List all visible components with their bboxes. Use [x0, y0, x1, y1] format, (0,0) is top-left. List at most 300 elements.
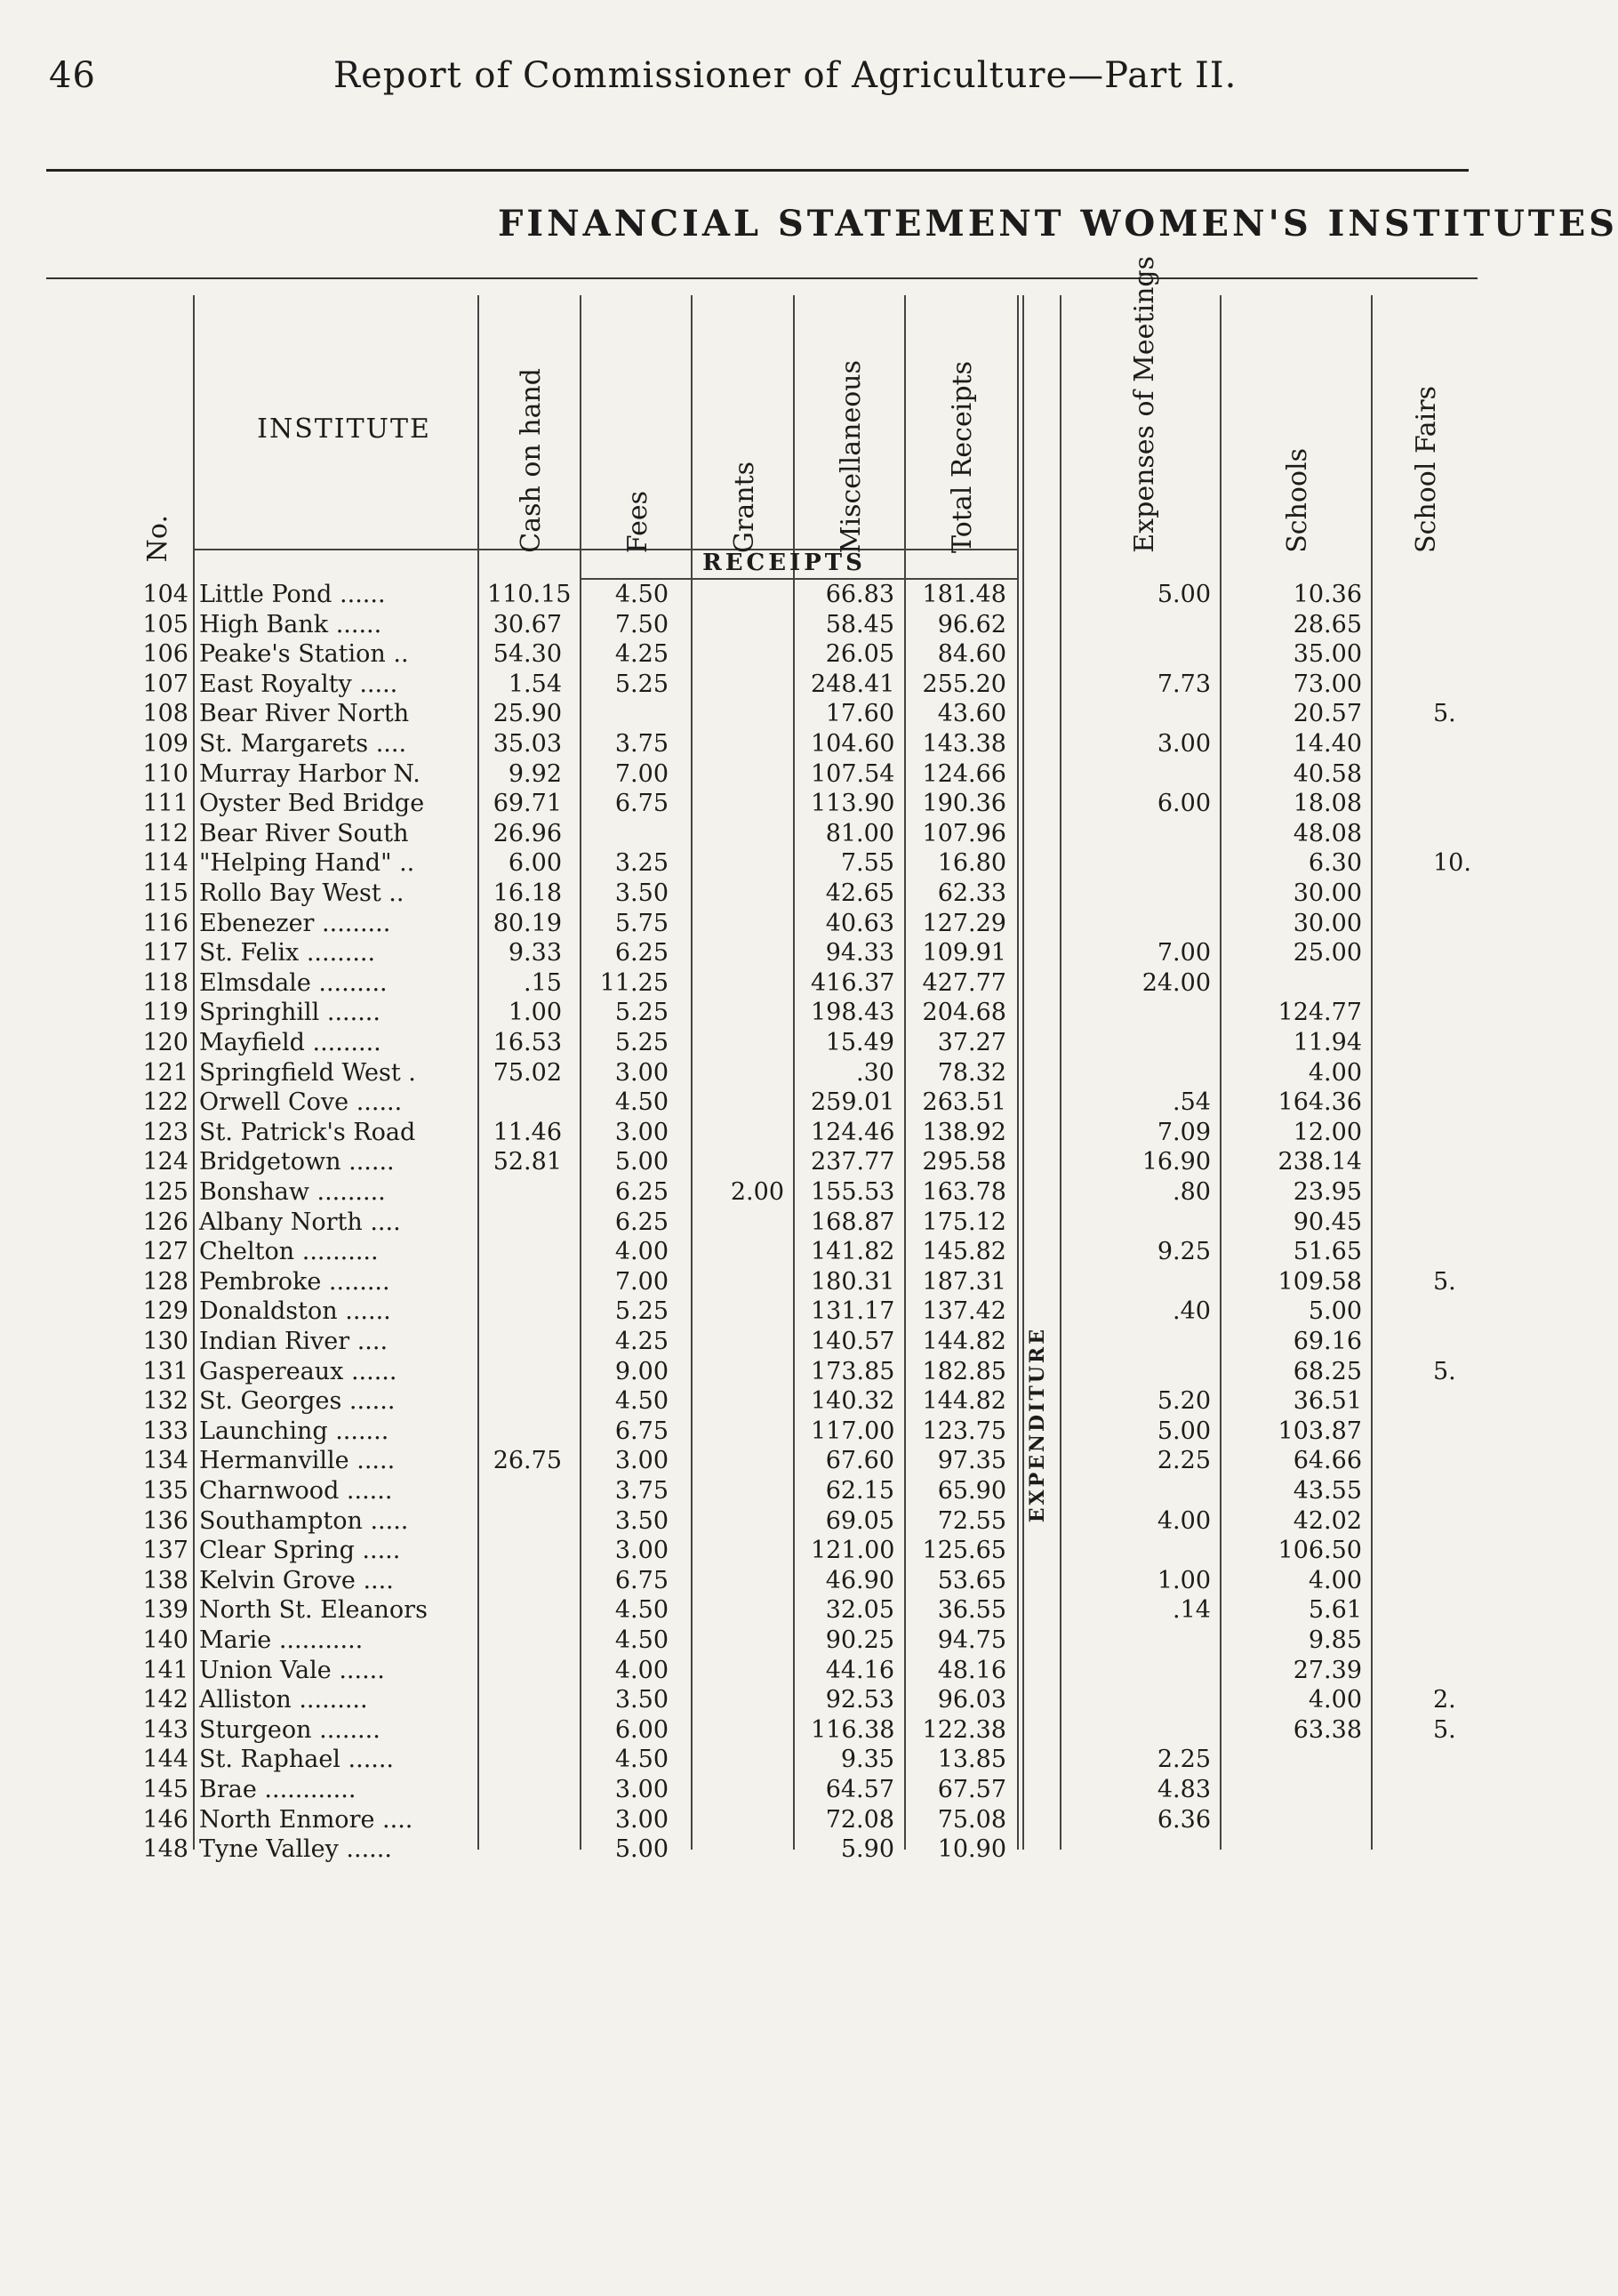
- cash-on-hand-cell: 54.30: [493, 640, 562, 669]
- fees-cell: 7.50: [614, 610, 669, 638]
- row-number-cell: 137: [142, 1537, 188, 1565]
- table-row: [46, 1327, 1478, 1356]
- row-number-cell: 141: [142, 1656, 188, 1684]
- institute-name-cell: High Bank ......: [199, 610, 382, 638]
- fees-cell: 4.25: [614, 1328, 669, 1355]
- institute-name-cell: Oyster Bed Bridge: [199, 790, 425, 818]
- institute-name-cell: North St. Eleanors: [199, 1596, 428, 1625]
- miscellaneous-cell: 5.90: [840, 1835, 894, 1864]
- fees-cell: 9.00: [614, 1357, 669, 1385]
- expenses-of-meetings-cell: .54: [1173, 1088, 1211, 1117]
- cash-on-hand-cell: 16.18: [493, 879, 562, 907]
- fees-cell: 3.50: [614, 879, 669, 907]
- table-row: [46, 1566, 1478, 1595]
- row-number-cell: 123: [142, 1118, 188, 1146]
- total-receipts-cell: 295.58: [922, 1148, 1006, 1176]
- table-row: [46, 1446, 1478, 1475]
- row-number-cell: 124: [142, 1148, 188, 1176]
- miscellaneous-cell: 180.31: [811, 1267, 895, 1296]
- fees-cell: 6.25: [614, 1208, 669, 1236]
- row-number-cell: 144: [142, 1746, 188, 1774]
- header-grants: Grants: [728, 462, 760, 553]
- row-number-cell: 117: [142, 939, 188, 967]
- total-receipts-cell: 37.27: [937, 1029, 1006, 1056]
- fees-cell: 4.50: [614, 1626, 669, 1654]
- fees-cell: 4.00: [614, 1238, 669, 1266]
- total-receipts-cell: 109.91: [922, 939, 1006, 967]
- row-number-cell: 134: [142, 1447, 188, 1475]
- table-row: [46, 1147, 1478, 1176]
- table-row: [46, 1237, 1478, 1266]
- total-receipts-cell: 75.08: [937, 1805, 1006, 1834]
- row-number-cell: 139: [142, 1596, 188, 1625]
- miscellaneous-cell: 64.57: [825, 1776, 894, 1803]
- institute-name-cell: Orwell Cove ......: [199, 1088, 403, 1117]
- expenses-of-meetings-cell: 6.36: [1157, 1805, 1211, 1834]
- table-row: [46, 1834, 1478, 1864]
- schools-cell: 51.65: [1293, 1238, 1362, 1266]
- table-row: [46, 1506, 1478, 1536]
- total-receipts-cell: 65.90: [937, 1477, 1006, 1505]
- row-number-cell: 111: [142, 790, 188, 818]
- header-fees: Fees: [621, 490, 653, 553]
- schools-cell: 9.85: [1308, 1626, 1362, 1654]
- institute-name-cell: St. Patrick's Road: [199, 1118, 416, 1146]
- row-number-cell: 110: [142, 759, 188, 788]
- fees-cell: 11.25: [599, 968, 669, 997]
- row-number-cell: 116: [142, 909, 188, 937]
- total-receipts-cell: 175.12: [922, 1208, 1006, 1236]
- total-receipts-cell: 144.82: [922, 1387, 1006, 1416]
- row-number-cell: 133: [142, 1417, 188, 1445]
- miscellaneous-cell: 46.90: [825, 1566, 894, 1594]
- school-fairs-cell: 10.: [1433, 849, 1471, 878]
- miscellaneous-cell: 90.25: [825, 1626, 894, 1654]
- total-receipts-cell: 43.60: [937, 700, 1006, 728]
- total-receipts-cell: 48.16: [937, 1656, 1006, 1684]
- schools-cell: 68.25: [1293, 1357, 1362, 1385]
- total-receipts-cell: 204.68: [922, 999, 1006, 1027]
- fees-cell: 5.25: [614, 1029, 669, 1056]
- institute-name-cell: East Royalty .....: [199, 670, 398, 698]
- fees-cell: 4.50: [614, 1746, 669, 1774]
- header-misc: Miscellaneous: [835, 359, 867, 553]
- institute-name-cell: St. Georges ......: [199, 1387, 396, 1416]
- cash-on-hand-cell: 6.00: [508, 849, 562, 878]
- expenses-of-meetings-cell: 5.00: [1157, 1417, 1211, 1445]
- table-row: [46, 1058, 1478, 1088]
- expenses-of-meetings-cell: 3.00: [1157, 730, 1211, 758]
- expenses-of-meetings-cell: .80: [1173, 1178, 1211, 1206]
- cash-on-hand-cell: 1.54: [508, 670, 562, 698]
- institute-name-cell: Hermanville .....: [199, 1447, 396, 1475]
- row-number-cell: 138: [142, 1566, 188, 1594]
- fees-cell: 4.00: [614, 1656, 669, 1684]
- expenses-of-meetings-cell: 2.25: [1157, 1447, 1211, 1475]
- schools-cell: 10.36: [1293, 581, 1362, 608]
- fees-cell: 3.75: [614, 1477, 669, 1505]
- cash-on-hand-cell: 25.90: [493, 700, 562, 728]
- institute-name-cell: Pembroke ........: [199, 1267, 390, 1296]
- table-row: [46, 1775, 1478, 1804]
- total-receipts-cell: 137.42: [922, 1297, 1006, 1326]
- miscellaneous-cell: 81.00: [825, 819, 894, 847]
- fees-cell: 4.25: [614, 640, 669, 669]
- total-receipts-cell: 163.78: [922, 1178, 1006, 1206]
- table-top-rule: [46, 277, 1478, 279]
- fees-cell: 3.00: [614, 1805, 669, 1834]
- fees-cell: 5.00: [614, 1148, 669, 1176]
- cash-on-hand-cell: 80.19: [493, 909, 562, 937]
- schools-cell: 30.00: [1293, 909, 1362, 937]
- fees-cell: 3.00: [614, 1537, 669, 1565]
- schools-cell: 20.57: [1293, 700, 1362, 728]
- row-number-cell: 122: [142, 1088, 188, 1117]
- receipts-label: RECEIPTS: [702, 550, 866, 576]
- row-number-cell: 125: [142, 1178, 188, 1206]
- total-receipts-cell: 107.96: [922, 819, 1006, 847]
- schools-cell: 4.00: [1308, 1058, 1362, 1087]
- cash-on-hand-cell: .15: [524, 968, 562, 997]
- fees-cell: 3.25: [614, 849, 669, 878]
- row-number-cell: 121: [142, 1058, 188, 1087]
- cash-on-hand-cell: 30.67: [493, 610, 562, 638]
- institute-name-cell: Donaldston ......: [199, 1297, 391, 1326]
- miscellaneous-cell: 248.41: [811, 670, 895, 698]
- institute-name-cell: Indian River ....: [199, 1328, 388, 1355]
- miscellaneous-cell: 173.85: [811, 1357, 895, 1385]
- total-receipts-cell: 138.92: [922, 1118, 1006, 1146]
- table-row: [46, 789, 1478, 818]
- expenses-of-meetings-cell: 5.20: [1157, 1387, 1211, 1416]
- miscellaneous-cell: 17.60: [825, 700, 894, 728]
- fees-cell: 3.50: [614, 1686, 669, 1714]
- total-receipts-cell: 125.65: [922, 1537, 1006, 1565]
- schools-cell: 23.95: [1293, 1178, 1362, 1206]
- total-receipts-cell: 145.82: [922, 1238, 1006, 1266]
- row-number-cell: 129: [142, 1297, 188, 1326]
- table-row: [46, 759, 1478, 789]
- total-receipts-cell: 96.03: [937, 1686, 1006, 1714]
- school-fairs-cell: 5.: [1433, 1267, 1456, 1296]
- table-row: [46, 1595, 1478, 1625]
- total-receipts-cell: 53.65: [937, 1566, 1006, 1594]
- fees-cell: 3.00: [614, 1447, 669, 1475]
- schools-cell: 164.36: [1278, 1088, 1362, 1117]
- table-row: [46, 1177, 1478, 1207]
- cash-on-hand-cell: 26.75: [493, 1447, 562, 1475]
- miscellaneous-cell: 416.37: [811, 968, 895, 997]
- table-row: [46, 580, 1478, 609]
- institute-name-cell: Bridgetown ......: [199, 1148, 395, 1176]
- expenses-of-meetings-cell: 7.00: [1157, 939, 1211, 967]
- row-number-cell: 107: [142, 670, 188, 698]
- institute-name-cell: Chelton ..........: [199, 1238, 379, 1266]
- expenses-of-meetings-cell: 7.73: [1157, 670, 1211, 698]
- miscellaneous-cell: 116.38: [811, 1715, 895, 1744]
- schools-cell: 63.38: [1293, 1715, 1362, 1744]
- row-number-cell: 135: [142, 1477, 188, 1505]
- total-receipts-cell: 16.80: [937, 849, 1006, 878]
- total-receipts-cell: 67.57: [937, 1776, 1006, 1803]
- expenses-of-meetings-cell: 1.00: [1157, 1566, 1211, 1594]
- fees-cell: 6.25: [614, 939, 669, 967]
- miscellaneous-cell: 124.46: [811, 1118, 895, 1146]
- table-row: [46, 1805, 1478, 1834]
- institute-name-cell: Marie ...........: [199, 1626, 364, 1654]
- total-receipts-cell: 190.36: [922, 790, 1006, 818]
- fees-cell: 7.00: [614, 759, 669, 788]
- institute-name-cell: Kelvin Grove ....: [199, 1566, 394, 1594]
- fees-cell: 5.25: [614, 999, 669, 1027]
- financial-table: [46, 256, 1478, 1864]
- total-receipts-cell: 255.20: [922, 670, 1006, 698]
- institute-name-cell: Union Vale ......: [199, 1656, 385, 1684]
- schools-cell: 103.87: [1278, 1417, 1362, 1445]
- miscellaneous-cell: 140.32: [811, 1387, 895, 1416]
- row-number-cell: 104: [142, 581, 188, 608]
- cash-on-hand-cell: 110.15: [487, 581, 572, 608]
- total-receipts-cell: 124.66: [922, 759, 1006, 788]
- schools-cell: 36.51: [1293, 1387, 1362, 1416]
- cash-on-hand-cell: 9.92: [508, 759, 562, 788]
- fees-cell: 4.50: [614, 1088, 669, 1117]
- miscellaneous-cell: 141.82: [811, 1238, 895, 1266]
- miscellaneous-cell: 15.49: [825, 1029, 894, 1056]
- schools-cell: 64.66: [1293, 1447, 1362, 1475]
- schools-cell: 14.40: [1293, 730, 1362, 758]
- institute-name-cell: Bear River North: [199, 700, 410, 728]
- expenditure-label: EXPENDITURE: [1026, 1326, 1049, 1523]
- institute-name-cell: Murray Harbor N.: [199, 759, 421, 788]
- cash-on-hand-cell: 69.71: [493, 790, 562, 818]
- fees-cell: 3.00: [614, 1776, 669, 1803]
- header-institute: INSTITUTE: [257, 413, 431, 445]
- miscellaneous-cell: 259.01: [811, 1088, 895, 1117]
- miscellaneous-cell: 131.17: [811, 1297, 895, 1326]
- institute-name-cell: Tyne Valley ......: [199, 1835, 392, 1864]
- table-row: [46, 1386, 1478, 1416]
- schools-cell: 25.00: [1293, 939, 1362, 967]
- cash-on-hand-cell: 16.53: [493, 1029, 562, 1056]
- institute-name-cell: St. Margarets ....: [199, 730, 407, 758]
- table-row: [46, 1028, 1478, 1057]
- fees-cell: 4.50: [614, 1387, 669, 1416]
- header-total: Total Receipts: [946, 361, 978, 553]
- institute-name-cell: Gaspereaux ......: [199, 1357, 397, 1385]
- fees-cell: 4.50: [614, 1596, 669, 1625]
- schools-cell: 4.00: [1308, 1566, 1362, 1594]
- table-row: [46, 998, 1478, 1027]
- page-header: [0, 55, 1486, 135]
- schools-cell: 43.55: [1293, 1477, 1362, 1505]
- table-row: [46, 1297, 1478, 1326]
- miscellaneous-cell: 72.08: [825, 1805, 894, 1834]
- total-receipts-cell: 78.32: [937, 1058, 1006, 1087]
- total-receipts-cell: 127.29: [922, 909, 1006, 937]
- miscellaneous-cell: 113.90: [811, 790, 895, 818]
- miscellaneous-cell: 94.33: [825, 939, 894, 967]
- table-row: [46, 909, 1478, 938]
- fees-cell: 3.00: [614, 1118, 669, 1146]
- total-receipts-cell: 62.33: [937, 879, 1006, 907]
- total-receipts-cell: 143.38: [922, 730, 1006, 758]
- expenses-of-meetings-cell: 24.00: [1141, 968, 1211, 997]
- table-row: [46, 1745, 1478, 1774]
- expenses-of-meetings-cell: 4.00: [1157, 1506, 1211, 1535]
- total-receipts-cell: 182.85: [922, 1357, 1006, 1385]
- institute-name-cell: "Helping Hand" ..: [199, 849, 415, 878]
- total-receipts-cell: 10.90: [937, 1835, 1006, 1864]
- miscellaneous-cell: 69.05: [825, 1506, 894, 1535]
- grants-cell: 2.00: [730, 1178, 784, 1206]
- cash-on-hand-cell: 11.46: [493, 1118, 562, 1146]
- institute-name-cell: Springfield West .: [199, 1058, 416, 1087]
- row-number-cell: 128: [142, 1267, 188, 1296]
- expenses-of-meetings-cell: 4.83: [1157, 1776, 1211, 1803]
- table-row: [46, 968, 1478, 998]
- institute-name-cell: Launching .......: [199, 1417, 389, 1445]
- table-row: [46, 848, 1478, 878]
- expenses-of-meetings-cell: 2.25: [1157, 1746, 1211, 1774]
- fees-cell: 5.00: [614, 1835, 669, 1864]
- table-row: [46, 1357, 1478, 1386]
- expenses-of-meetings-cell: 6.00: [1157, 790, 1211, 818]
- header-schools: Schools: [1282, 448, 1313, 553]
- school-fairs-cell: 5.: [1433, 1715, 1456, 1744]
- schools-cell: 18.08: [1293, 790, 1362, 818]
- institute-name-cell: Mayfield .........: [199, 1029, 381, 1056]
- table-row: [46, 1088, 1478, 1117]
- schools-cell: 30.00: [1293, 879, 1362, 907]
- miscellaneous-cell: .30: [856, 1058, 894, 1087]
- institute-name-cell: Peake's Station ..: [199, 640, 409, 669]
- expenses-of-meetings-cell: .40: [1173, 1297, 1211, 1326]
- institute-name-cell: Brae ............: [199, 1776, 356, 1803]
- total-receipts-cell: 13.85: [937, 1746, 1006, 1774]
- institute-name-cell: Southampton .....: [199, 1506, 409, 1535]
- table-row: [46, 938, 1478, 967]
- miscellaneous-cell: 121.00: [811, 1537, 895, 1565]
- header-rule: [46, 169, 1469, 172]
- row-number-cell: 142: [142, 1686, 188, 1714]
- institute-name-cell: St. Raphael ......: [199, 1746, 395, 1774]
- expenses-of-meetings-cell: 7.09: [1157, 1118, 1211, 1146]
- schools-cell: 106.50: [1278, 1537, 1362, 1565]
- expenses-of-meetings-cell: .14: [1173, 1596, 1211, 1625]
- schools-cell: 109.58: [1278, 1267, 1362, 1296]
- row-number-cell: 106: [142, 640, 188, 669]
- cash-on-hand-cell: 1.00: [508, 999, 562, 1027]
- institute-name-cell: Sturgeon ........: [199, 1715, 380, 1744]
- table-row: [46, 729, 1478, 759]
- row-number-cell: 115: [142, 879, 188, 907]
- institute-name-cell: Bonshaw .........: [199, 1178, 386, 1206]
- schools-cell: 124.77: [1278, 999, 1362, 1027]
- miscellaneous-cell: 66.83: [825, 581, 894, 608]
- schools-cell: 5.00: [1308, 1297, 1362, 1326]
- row-number-cell: 145: [142, 1776, 188, 1803]
- institute-name-cell: Little Pond ......: [199, 581, 386, 608]
- fees-cell: 3.00: [614, 1058, 669, 1087]
- institute-name-cell: Ebenezer .........: [199, 909, 391, 937]
- schools-cell: 11.94: [1293, 1029, 1362, 1056]
- table-row: [46, 1626, 1478, 1655]
- total-receipts-cell: 427.77: [922, 968, 1006, 997]
- table-row: [46, 610, 1478, 639]
- cash-on-hand-cell: 52.81: [493, 1148, 562, 1176]
- fees-cell: 6.75: [614, 1417, 669, 1445]
- running-title: Report of Commissioner of Agriculture—Part II.: [333, 55, 1238, 96]
- miscellaneous-cell: 237.77: [811, 1148, 895, 1176]
- miscellaneous-cell: 107.54: [811, 759, 895, 788]
- row-number-cell: 112: [142, 819, 188, 847]
- cash-on-hand-cell: 26.96: [493, 819, 562, 847]
- schools-cell: 27.39: [1293, 1656, 1362, 1684]
- header-expenses: Expenses of Meetings: [1128, 256, 1160, 553]
- institute-name-cell: Rollo Bay West ..: [199, 879, 404, 907]
- row-number-cell: 118: [142, 968, 188, 997]
- miscellaneous-cell: 140.57: [811, 1328, 895, 1355]
- expenses-of-meetings-cell: 16.90: [1141, 1148, 1211, 1176]
- table-row: [46, 1715, 1478, 1745]
- miscellaneous-cell: 117.00: [811, 1417, 895, 1445]
- table-row: [46, 1417, 1478, 1446]
- row-number-cell: 108: [142, 700, 188, 728]
- row-number-cell: 109: [142, 730, 188, 758]
- table-row: [46, 819, 1478, 848]
- cash-on-hand-cell: 9.33: [508, 939, 562, 967]
- miscellaneous-cell: 168.87: [811, 1208, 895, 1236]
- total-receipts-cell: 181.48: [922, 581, 1006, 608]
- miscellaneous-cell: 7.55: [840, 849, 894, 878]
- fees-cell: 5.75: [614, 909, 669, 937]
- miscellaneous-cell: 198.43: [811, 999, 895, 1027]
- fees-cell: 3.75: [614, 730, 669, 758]
- schools-cell: 90.45: [1293, 1208, 1362, 1236]
- row-number-cell: 131: [142, 1357, 188, 1385]
- total-receipts-cell: 94.75: [937, 1626, 1006, 1654]
- table-row: [46, 1476, 1478, 1505]
- row-number-cell: 126: [142, 1208, 188, 1236]
- total-receipts-cell: 72.55: [937, 1506, 1006, 1535]
- total-receipts-cell: 36.55: [937, 1596, 1006, 1625]
- table-row: [46, 1685, 1478, 1714]
- page-number: 46: [49, 55, 96, 96]
- total-receipts-cell: 122.38: [922, 1715, 1006, 1744]
- row-number-cell: 105: [142, 610, 188, 638]
- miscellaneous-cell: 92.53: [825, 1686, 894, 1714]
- table-row: [46, 1267, 1478, 1297]
- row-number-cell: 136: [142, 1506, 188, 1535]
- table-row: [46, 670, 1478, 699]
- institute-name-cell: Clear Spring .....: [199, 1537, 401, 1565]
- row-number-cell: 148: [142, 1835, 188, 1864]
- institute-name-cell: Charnwood ......: [199, 1477, 393, 1505]
- schools-cell: 42.02: [1293, 1506, 1362, 1535]
- expenses-of-meetings-cell: 9.25: [1157, 1238, 1211, 1266]
- schools-cell: 6.30: [1308, 849, 1362, 878]
- table-row: [46, 1656, 1478, 1685]
- schools-cell: 40.58: [1293, 759, 1362, 788]
- institute-name-cell: Springhill .......: [199, 999, 380, 1027]
- header-fairs: School Fairs: [1411, 386, 1442, 553]
- row-number-cell: 146: [142, 1805, 188, 1834]
- total-receipts-cell: 97.35: [937, 1447, 1006, 1475]
- row-number-cell: 130: [142, 1328, 188, 1355]
- miscellaneous-cell: 58.45: [825, 610, 894, 638]
- expenses-of-meetings-cell: 5.00: [1157, 581, 1211, 608]
